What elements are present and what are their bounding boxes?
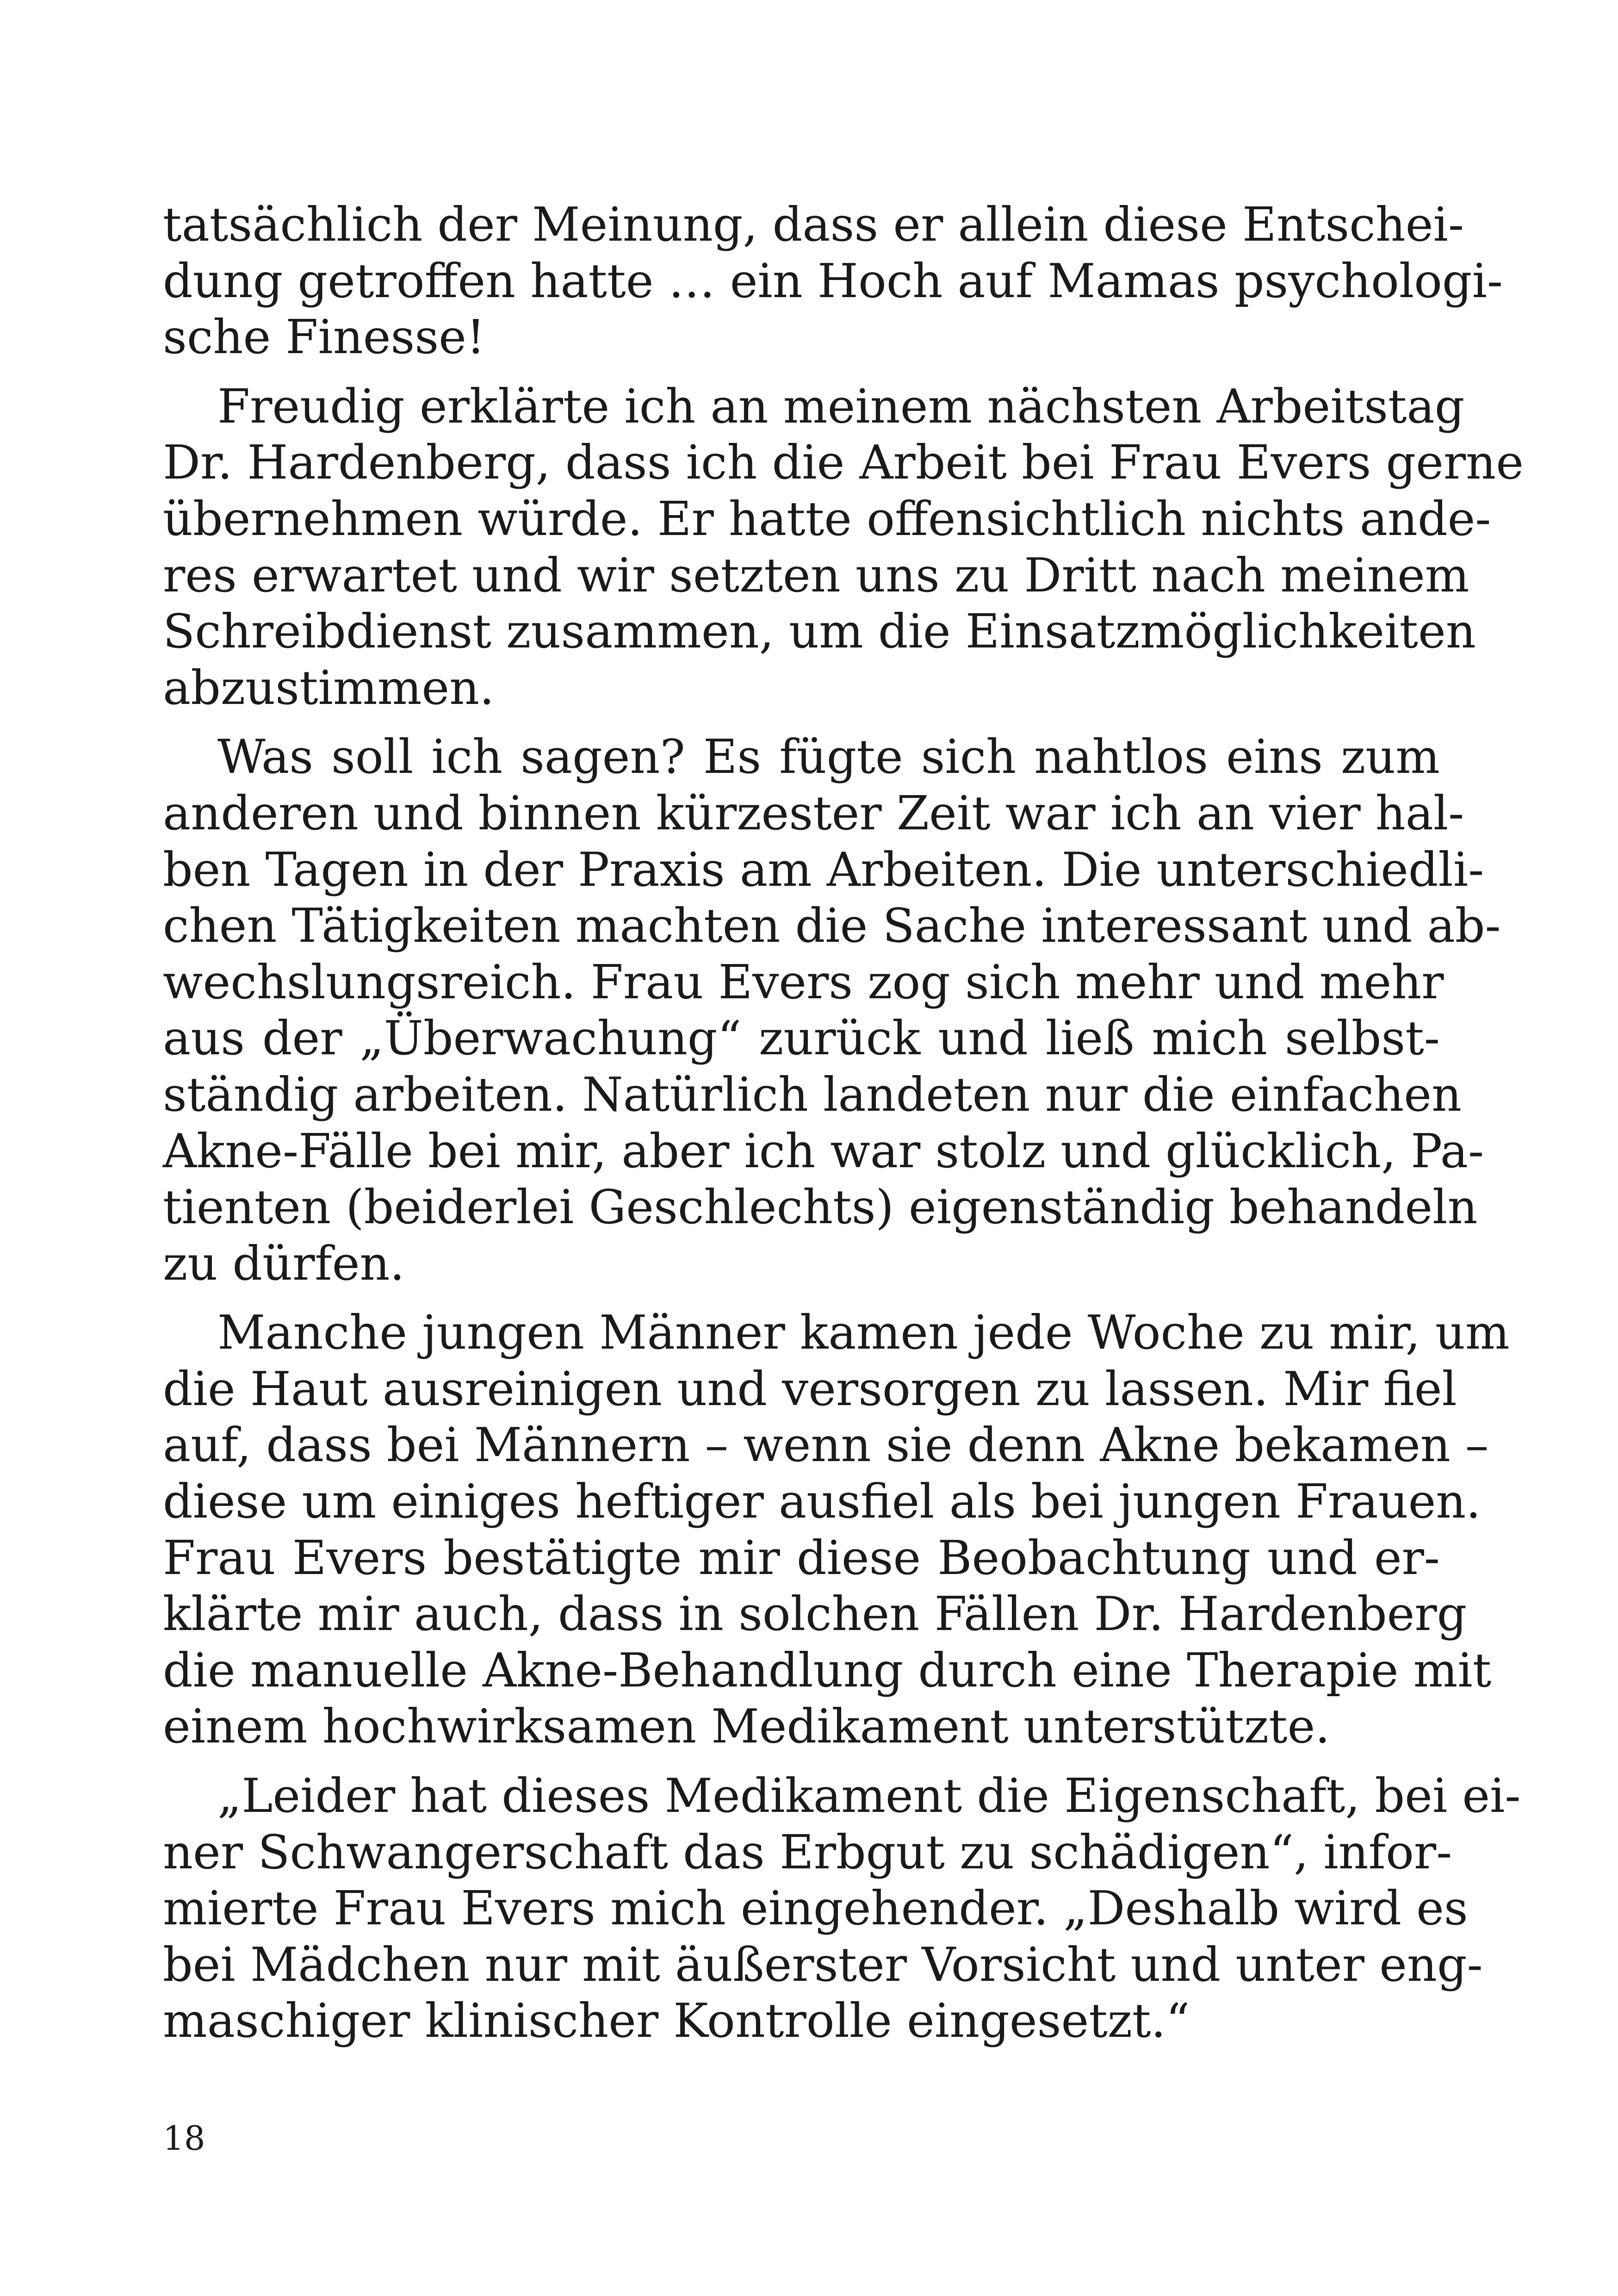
text-line: chen Tätigkeiten machten die Sache interessant und ab-: [163, 898, 1501, 953]
text-line: maschiger klinischer Kontrolle eingesetzt.“: [163, 1993, 1190, 2048]
body-text: [163, 197, 1524, 2062]
text-line: diese um einiges heftiger ausfiel als bei jungen Frauen.: [163, 1474, 1481, 1529]
text-line: Akne-Fälle bei mir, aber ich war stolz und glücklich, Pa-: [163, 1123, 1484, 1178]
paragraph-3: [163, 729, 1501, 1292]
page-number: 18: [163, 2119, 205, 2158]
text-line: abzustimmen.: [163, 660, 495, 715]
paragraph-1: [163, 197, 1503, 366]
paragraph-4: [163, 1305, 1510, 1755]
text-line: tatsächlich der Meinung, dass er allein diese Entschei-: [163, 197, 1464, 252]
text-line: res erwartet und wir setzten uns zu Dritt nach meinem: [163, 548, 1469, 603]
text-line: mierte Frau Evers mich eingehender. „Deshalb wird es: [163, 1881, 1468, 1936]
text-line: sche Finesse!: [163, 310, 485, 365]
text-line: klärte mir auch, dass in solchen Fällen Dr. Hardenberg: [163, 1587, 1467, 1642]
paragraph-5: [163, 1768, 1521, 2049]
text-line: Manche jungen Männer kamen jede Woche zu mir, um: [217, 1305, 1510, 1360]
text-line: ständig arbeiten. Natürlich landeten nur die einfachen: [163, 1067, 1462, 1122]
text-line: die Haut ausreinigen und versorgen zu lassen. Mir fiel: [163, 1361, 1457, 1416]
text-line: wechslungsreich. Frau Evers zog sich mehr und mehr: [163, 954, 1444, 1009]
text-line: ben Tagen in der Praxis am Arbeiten. Die unterschiedli-: [163, 842, 1484, 897]
text-line: Dr. Hardenberg, dass ich die Arbeit bei Frau Evers gerne: [163, 435, 1524, 490]
text-line: tienten (beiderlei Geschlechts) eigenständig behandeln: [163, 1180, 1478, 1235]
text-line: übernehmen würde. Er hatte offensichtlich nichts ande-: [163, 491, 1491, 546]
text-line: aus der „Überwachung“ zurück und ließ mich selbst-: [163, 1011, 1440, 1066]
text-line: auf, dass bei Männern – wenn sie denn Akne bekamen –: [163, 1418, 1489, 1473]
text-line: dung getroffen hatte … ein Hoch auf Mamas psychologi-: [163, 253, 1503, 308]
paragraph-2: [163, 379, 1524, 716]
text-line: anderen und binnen kürzester Zeit war ich an vier hal-: [163, 785, 1464, 840]
text-line: Was soll ich sagen? Es fügte sich nahtlos eins zum: [217, 729, 1440, 784]
text-line: zu dürfen.: [163, 1236, 405, 1291]
text-line: Freudig erklärte ich an meinem nächsten Arbeitstag: [217, 379, 1465, 434]
text-line: einem hochwirksamen Medikament unterstützte.: [163, 1699, 1330, 1754]
text-line: Schreibdienst zusammen, um die Einsatzmöglichkeiten: [163, 604, 1476, 659]
text-line: die manuelle Akne-Behandlung durch eine Therapie mit: [163, 1643, 1492, 1698]
text-line: Frau Evers bestätigte mir diese Beobachtung und er-: [163, 1530, 1440, 1585]
text-line: „Leider hat dieses Medikament die Eigenschaft, bei ei-: [217, 1768, 1521, 1823]
text-line: ner Schwangerschaft das Erbgut zu schädigen“, infor-: [163, 1824, 1452, 1879]
text-line: bei Mädchen nur mit äußerster Vorsicht und unter eng-: [163, 1937, 1483, 1992]
